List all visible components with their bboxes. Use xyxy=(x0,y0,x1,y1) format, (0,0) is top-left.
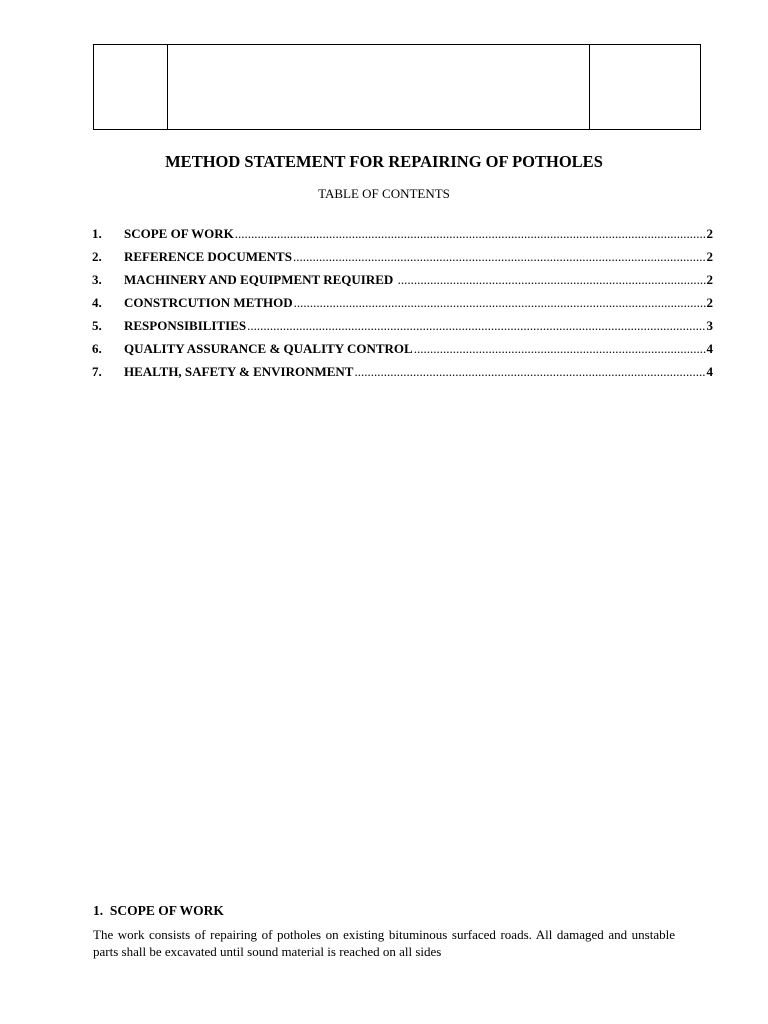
toc-entry-page: 4 xyxy=(706,341,713,356)
toc-entry-title: RESPONSIBILITIES xyxy=(124,318,247,333)
toc-leader-dots xyxy=(354,364,705,380)
toc-entry[interactable] xyxy=(92,272,713,295)
toc-entry-title: CONSTRCUTION METHOD xyxy=(124,295,293,310)
header-logo-cell xyxy=(94,45,168,129)
toc-entry-page: 2 xyxy=(706,249,713,264)
toc-leader-dots xyxy=(414,341,706,357)
toc-entry[interactable] xyxy=(92,295,713,318)
document-title: METHOD STATEMENT FOR REPAIRING OF POTHOLES xyxy=(165,152,603,171)
toc-entry-title: MACHINERY AND EQUIPMENT REQUIRED xyxy=(124,272,397,287)
toc-entry-title: SCOPE OF WORK xyxy=(124,226,234,241)
document-header-box xyxy=(93,44,701,130)
toc-entry-number: 4. xyxy=(92,295,102,310)
toc-leader-dots xyxy=(293,249,706,265)
toc-entry-number: 1. xyxy=(92,226,102,241)
toc-entry-number: 6. xyxy=(92,341,102,356)
toc-entry-page: 2 xyxy=(706,226,713,241)
toc-title: TABLE OF CONTENTS xyxy=(318,186,450,201)
section-body-scope-of-work: The work consists of repairing of potholes on existing bituminous surfaced roads. All damaged and unstable parts shall be excavated until sound material is reached on all sides xyxy=(93,927,675,959)
toc-entry-title: QUALITY ASSURANCE & QUALITY CONTROL xyxy=(124,341,413,356)
toc-entry[interactable] xyxy=(92,226,713,249)
toc-leader-dots xyxy=(235,226,706,242)
header-title-cell xyxy=(168,45,589,129)
toc-entry-number: 3. xyxy=(92,272,102,287)
toc-entry-title: HEALTH, SAFETY & ENVIRONMENT xyxy=(124,364,354,379)
toc-entry-page: 2 xyxy=(706,272,713,287)
toc-entry-page: 2 xyxy=(706,295,713,310)
toc-leader-dots xyxy=(294,295,706,311)
toc-entry-page: 3 xyxy=(706,318,713,333)
table-of-contents xyxy=(92,226,713,387)
toc-entry-title: REFERENCE DOCUMENTS xyxy=(124,249,292,264)
toc-leader-dots xyxy=(398,272,706,288)
section-heading-scope-of-work: 1. SCOPE OF WORK xyxy=(93,903,224,918)
toc-entry[interactable] xyxy=(92,318,713,341)
toc-entry-number: 2. xyxy=(92,249,102,264)
toc-entry[interactable] xyxy=(92,364,713,387)
toc-leader-dots xyxy=(247,318,705,334)
header-ref-cell xyxy=(589,45,700,129)
toc-entry[interactable] xyxy=(92,341,713,364)
toc-entry[interactable] xyxy=(92,249,713,272)
toc-entry-number: 7. xyxy=(92,364,102,379)
toc-entry-page: 4 xyxy=(706,364,713,379)
toc-entry-number: 5. xyxy=(92,318,102,333)
